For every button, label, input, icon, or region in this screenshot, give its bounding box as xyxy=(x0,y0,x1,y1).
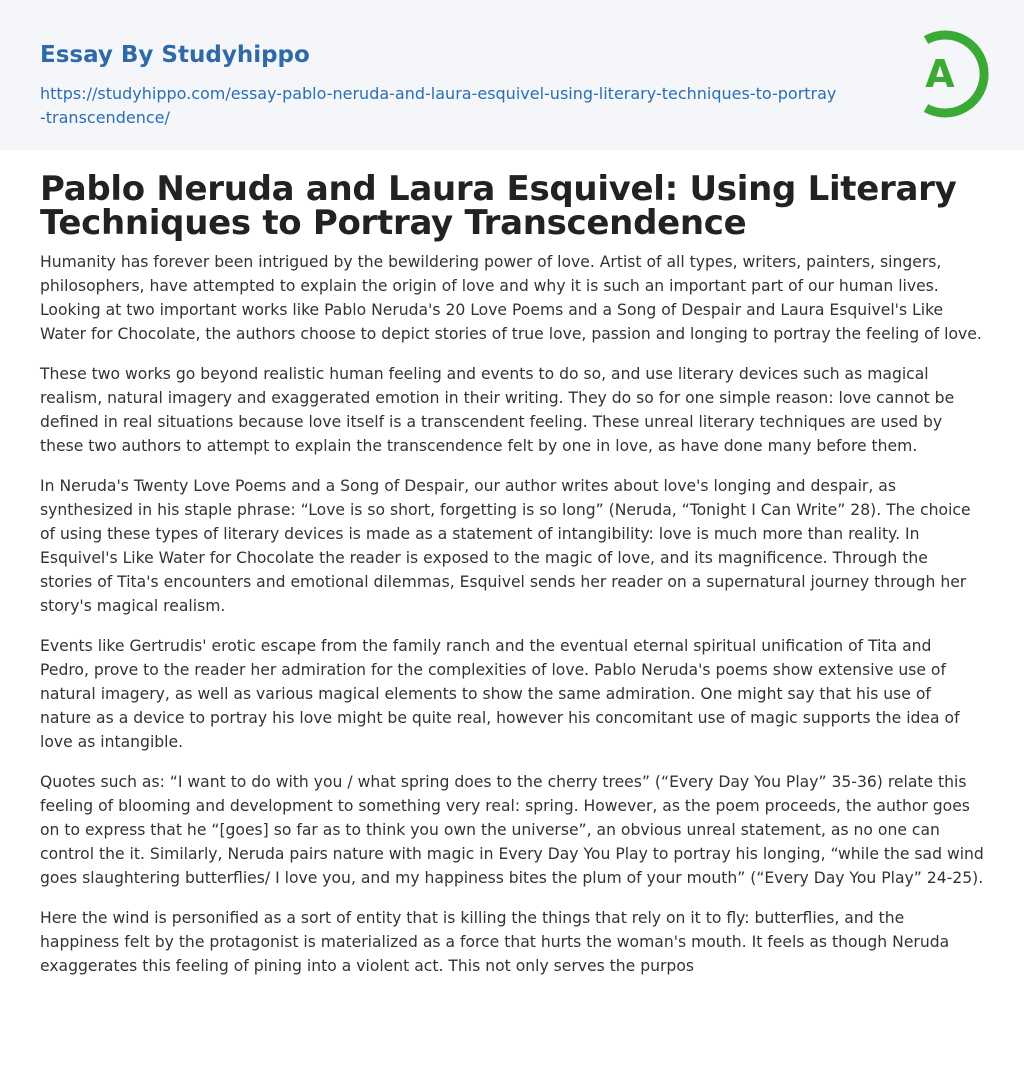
essay-title: Pablo Neruda and Laura Esquivel: Using Literary Techniques to Portray Transcendence xyxy=(40,169,957,243)
essay-paragraph-2: These two works go beyond realistic human feeling and events to do so, and use literary devices such as magical realism, natural imagery and exaggerated emotion in their writing. They do so for one simple reason: love cannot be defined in real situations because love itself is a transcendent feeling. These unreal literary techniques are used by these two authors to attempt to explain the transcendence felt by one in love, as have done many before them. xyxy=(40,365,955,455)
essay-paragraph-5: Quotes such as: “I want to do with you / what spring does to the cherry trees” (“Every Day You Play” 35-36) relate this feeling of blooming and development to something very real: spring. However, as the poem proceeds, the author goes on to express that he “[goes] so far as to think you own the universe”, an obvious unreal statement, as no one can control the it. Similarly, Neruda pairs nature with magic in Every Day You Play to portray his longing, “while the sad wind goes slaughtering butterflies/ I love you, and my happiness bites the plum of your mouth” (“Every Day You Play” 24-25). xyxy=(40,773,984,887)
site-header xyxy=(0,0,1024,150)
essay-paragraph-6: Here the wind is personified as a sort of entity that is killing the things that rely on it to fly: butterflies, and the happiness felt by the protagonist is materialized as a force that hurts the woman's mouth. It feels as though Neruda exaggerates this feeling of pining into a violent act. This not only serves the purpos xyxy=(40,909,950,975)
essay-paragraph-1: Humanity has forever been intrigued by the bewildering power of love. Artist of all types, writers, painters, singers, philosophers, have attempted to explain the origin of love and why it is such an important part of our human lives. Looking at two important works like Pablo Neruda's 20 Love Poems and a Song of Despair and Laura Esquivel's Like Water for Chocolate, the authors choose to depict stories of true love, passion and longing to portray the feeling of love. xyxy=(40,253,982,343)
essay-content xyxy=(0,169,1024,978)
studyhippo-logo-icon[interactable] xyxy=(896,26,992,122)
logo-letter: A xyxy=(925,52,955,96)
essay-paragraph-4: Events like Gertrudis' erotic escape from the family ranch and the eventual eternal spiritual unification of Tita and Pedro, prove to the reader her admiration for the complexities of love. Pablo Neruda's poems show extensive use of natural imagery, as well as various magical elements to show the same admiration. One might say that his use of nature as a device to portray his love might be quite real, however his concomitant use of magic supports the idea of love as intangible. xyxy=(40,637,960,751)
essay-paragraph-3: In Neruda's Twenty Love Poems and a Song of Despair, our author writes about love's longing and despair, as synthesized in his staple phrase: “Love is so short, forgetting is so long” (Neruda, “Tonight I Can Write” 28). The choice of using these types of literary devices is made as a statement of intangibility: love is much more than reality. In Esquivel's Like Water for Chocolate the reader is exposed to the magic of love, and its magnificence. Through the stories of Tita's encounters and emotional dilemmas, Esquivel sends her reader on a supernatural journey through her story's magical realism. xyxy=(40,477,971,615)
site-brand[interactable]: Essay By Studyhippo xyxy=(40,42,310,68)
essay-url-link[interactable]: https://studyhippo.com/essay-pablo-neruda-and-laura-esquivel-using-literary-techniques-to-portray-transcendence/ xyxy=(40,84,837,127)
